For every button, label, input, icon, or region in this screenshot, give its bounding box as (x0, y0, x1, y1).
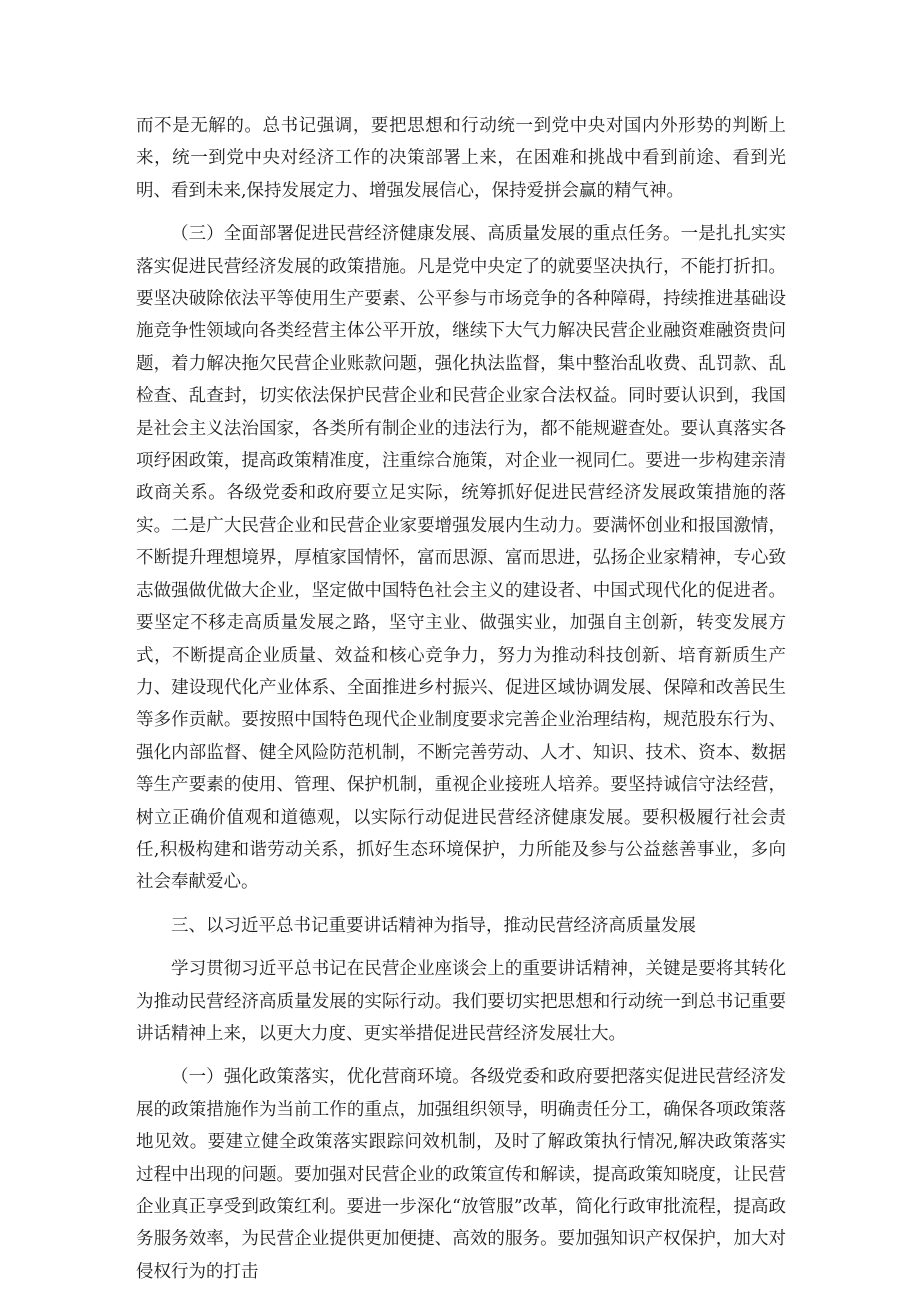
paragraph-2: （三）全面部署促进民营经济健康发展、高质量发展的重点任务。一是扎扎实实落实促进民营经济发展的政策措施。凡是党中央定了的就要坚决执行，不能打折扣。要坚决破除依法平等使用生产要素、公平参与市场竞争的各种障碍，持续推进基础设施竞争性领域向各类经营主体公平开放，继续下大气力解决民营企业融资难融资贵问题，着力解决拖欠民营企业账款问题，强化执法监督，集中整治乱收费、乱罚款、乱检查、乱查封，切实依法保护民营企业和民营企业家合法权益。同时要认识到，我国是社会主义法治国家，各类所有制企业的违法行为，都不能规避查处。要认真落实各项纾困政策，提高政策精准度，注重综合施策，对企业一视同仁。要进一步构建亲清政商关系。各级党委和政府要立足实际，统筹抓好促进民营经济发展政策措施的落实。二是广大民营企业和民营企业家要增强发展内生动力。要满怀创业和报国激情，不断提升理想境界，厚植家国情怀，富而思源、富而思进，弘扬企业家精神，专心致志做强做优做大企业，坚定做中国特色社会主义的建设者、中国式现代化的促进者。要坚定不移走高质量发展之路，坚守主业、做强实业，加强自主创新，转变发展方式，不断提高企业质量、效益和核心竞争力，努力为推动科技创新、培育新质生产力、建设现代化产业体系、全面推进乡村振兴、促进区域协调发展、保障和改善民生等多作贡献。要按照中国特色现代企业制度要求完善企业治理结构，规范股东行为、强化内部监督、健全风险防范机制，不断完善劳动、人才、知识、技术、资本、数据等生产要素的使用、管理、保护机制，重视企业接班人培养。要坚持诚信守法经营，树立正确价值观和道德观，以实际行动促进民营经济健康发展。要积极履行社会责任,积极构建和谐劳动关系，抓好生态环境保护，力所能及参与公益慈善事业，多向社会奉献爱心。 (136, 224, 786, 893)
paragraph-spacer (136, 207, 786, 218)
paragraph-spacer (136, 942, 786, 953)
paragraph-1: 而不是无解的。总书记强调，要把思想和行动统一到党中央对国内外形势的判断上来，统一到党中央对经济工作的决策部署上来，在困难和挑战中看到前途、看到光明、看到未来,保持发展定力、增强发展信心，保持爱拼会赢的精气神。 (136, 116, 786, 201)
paragraph-3: 学习贯彻习近平总书记在民营企业座谈会上的重要讲话精神，关键是要将其转化为推动民营经济高质量发展的实际行动。我们要切实把思想和行动统一到总书记重要讲话精神上来，以更大力度、更实举措促进民营经济发展壮大。 (136, 959, 786, 1044)
paragraph-spacer (136, 1050, 786, 1061)
document-body (136, 110, 786, 1288)
paragraph-spacer (136, 899, 786, 910)
paragraph-4: （一）强化政策落实，优化营商环境。各级党委和政府要把落实促进民营经济发展的政策措施作为当前工作的重点，加强组织领导，明确责任分工，确保各项政策落地见效。要建立健全政策落实跟踪问效机制，及时了解政策执行情况,解决政策落实过程中出现的问题。要加强对民营企业的政策宣传和解读，提高政策知晓度，让民营企业真正享受到政策红利。要进一步深化“放管服”改革，简化行政审批流程，提高政务服务效率，为民营企业提供更加便捷、高效的服务。要加强知识产权保护，加大对侵权行为的打击 (136, 1067, 786, 1282)
section-heading: 三、以习近平总书记重要讲话精神为指导，推动民营经济高质量发展 (171, 915, 696, 936)
